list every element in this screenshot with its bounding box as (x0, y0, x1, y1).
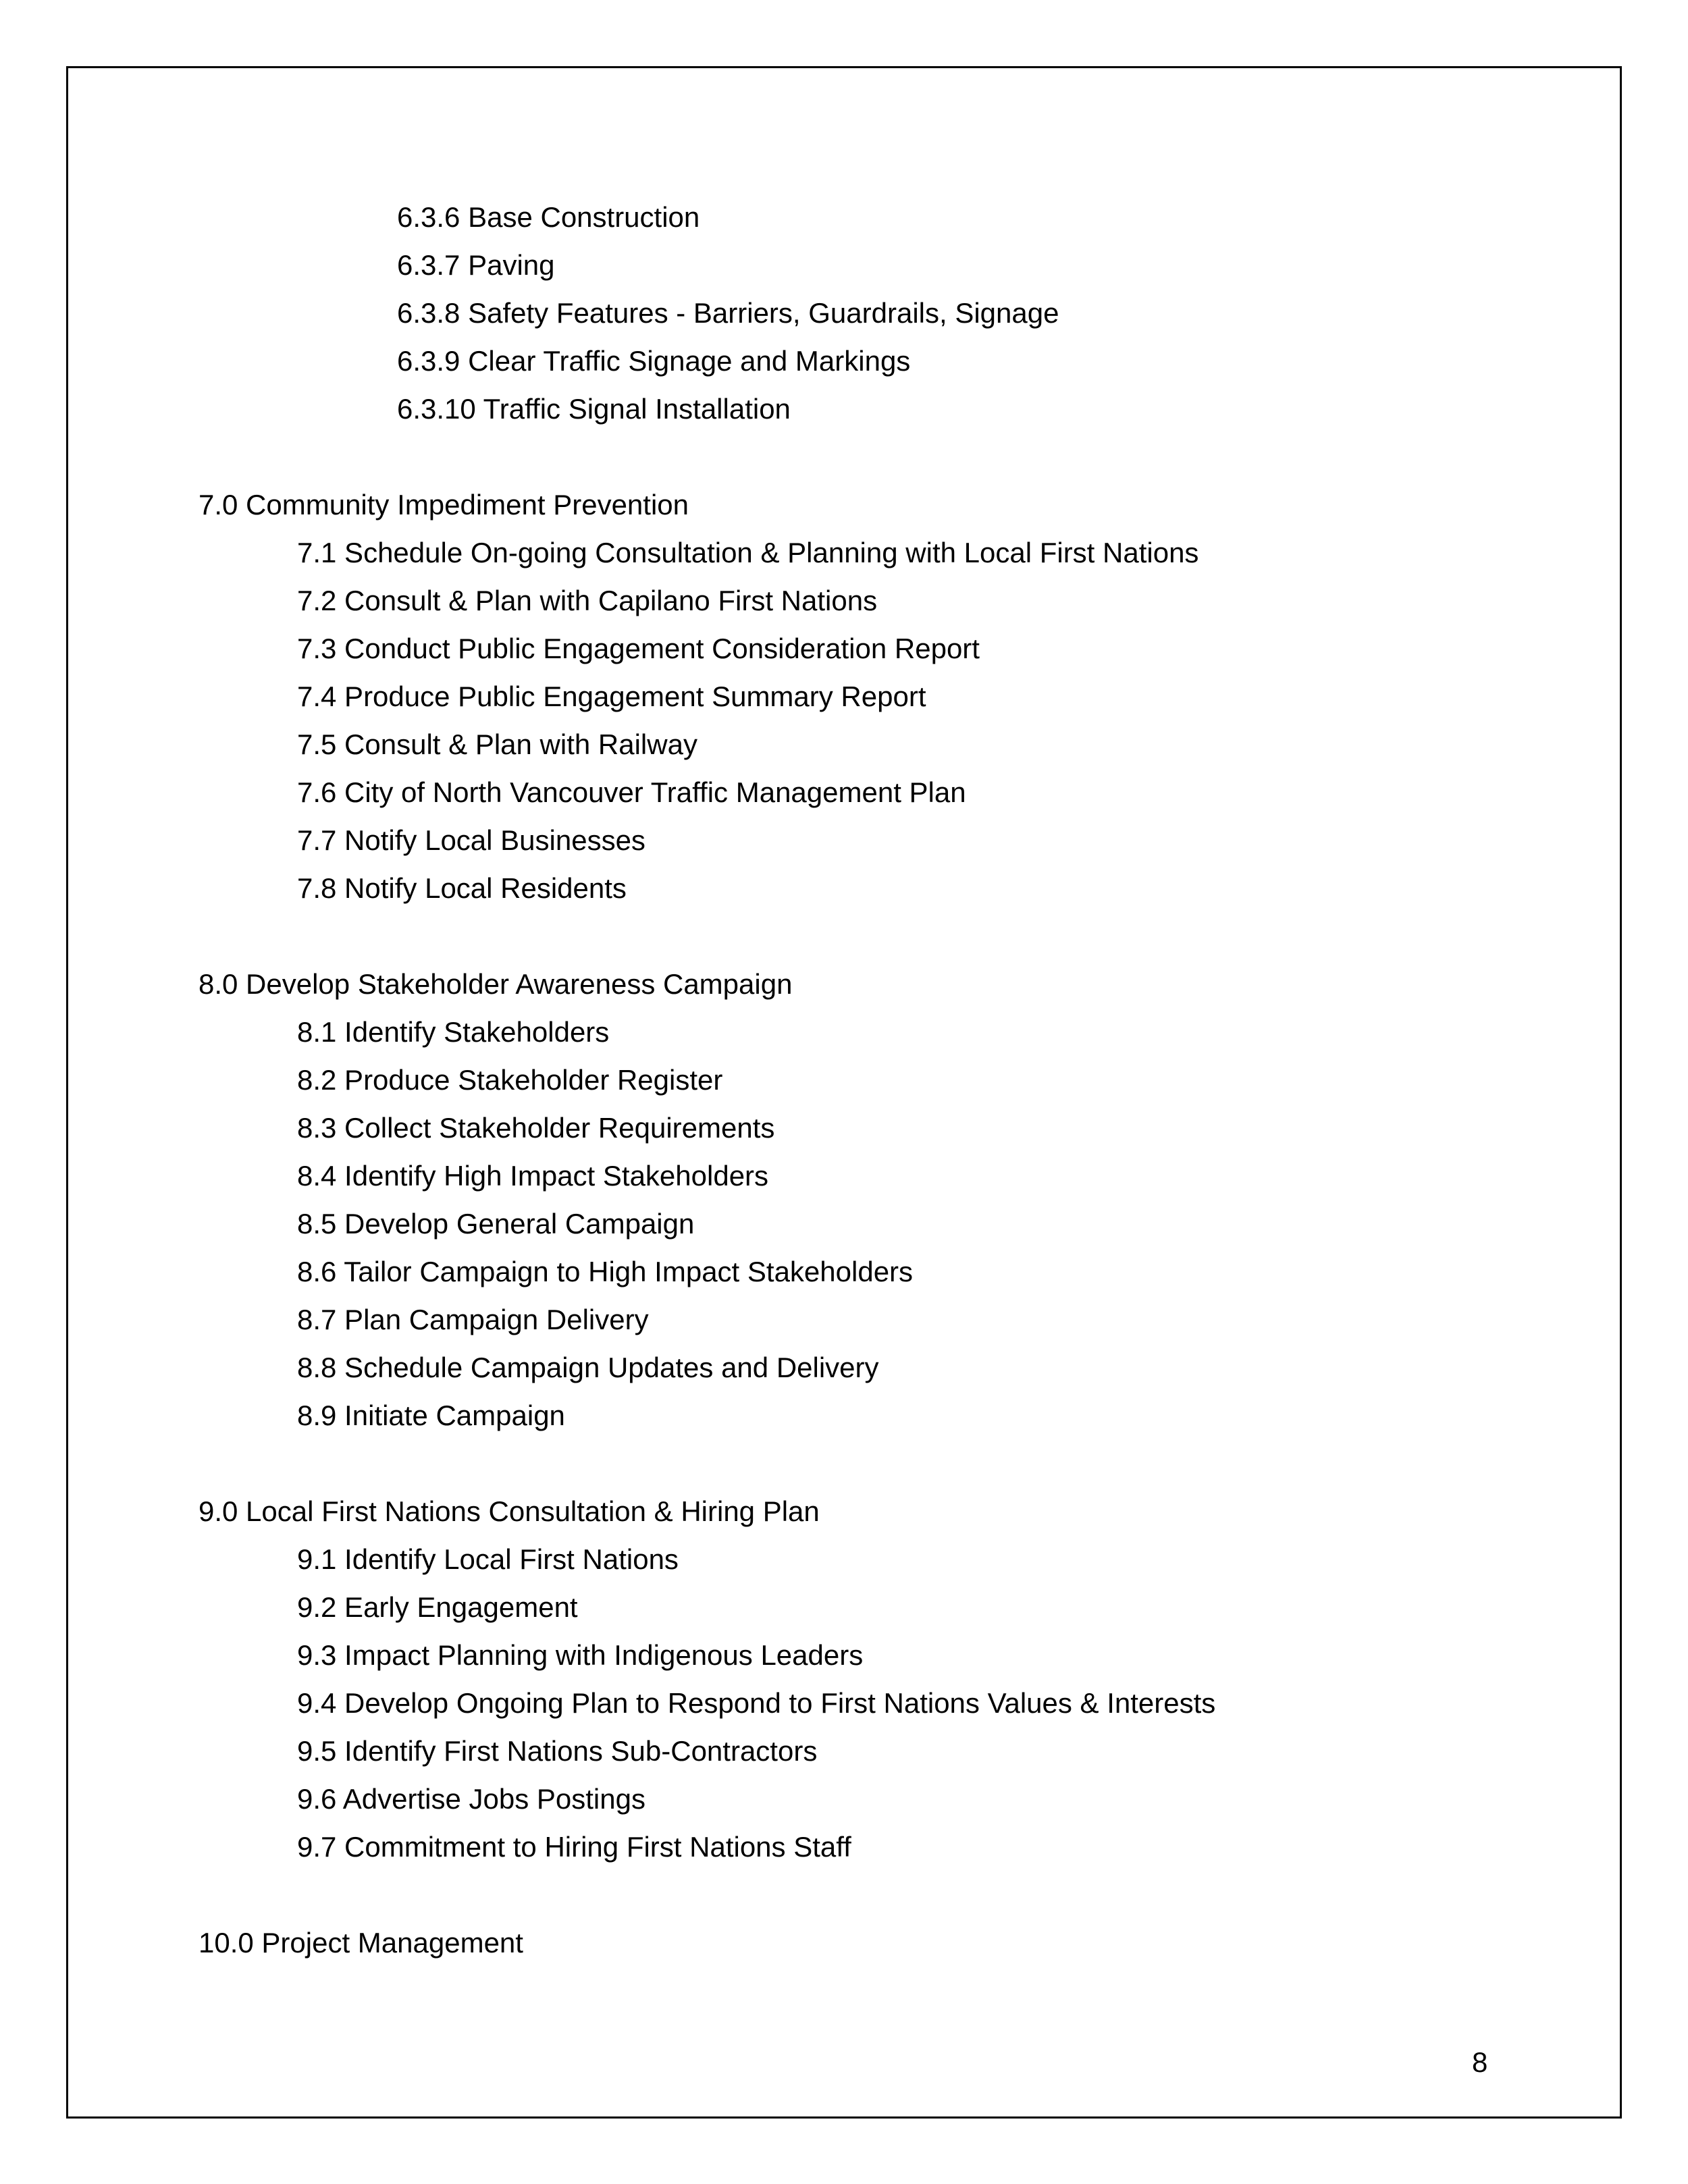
outline-item-8-1: 8.1 Identify Stakeholders (297, 1016, 610, 1048)
outline-item-7-7: 7.7 Notify Local Businesses (297, 824, 645, 856)
outline-item-9-3: 9.3 Impact Planning with Indigenous Leaders (297, 1639, 864, 1671)
page-number: 8 (1472, 2046, 1488, 2078)
outline-item-8-6: 8.6 Tailor Campaign to High Impact Stakeholders (297, 1256, 914, 1287)
outline-heading-10-0: 10.0 Project Management (199, 1927, 523, 1959)
outline-heading-9-0: 9.0 Local First Nations Consultation & Hiring Plan (199, 1495, 820, 1527)
outline-item-8-3: 8.3 Collect Stakeholder Requirements (297, 1112, 775, 1144)
outline-item-7-3: 7.3 Conduct Public Engagement Consideration Report (297, 633, 980, 664)
outline-item-7-6: 7.6 City of North Vancouver Traffic Management Plan (297, 776, 966, 808)
outline-item-7-8: 7.8 Notify Local Residents (297, 872, 627, 904)
outline-item-6-3-7: 6.3.7 Paving (397, 249, 555, 281)
outline-item-7-5: 7.5 Consult & Plan with Railway (297, 728, 697, 760)
outline-item-7-2: 7.2 Consult & Plan with Capilano First Nations (297, 585, 878, 616)
outline-item-6-3-8: 6.3.8 Safety Features - Barriers, Guardrails, Signage (397, 297, 1059, 329)
outline-item-8-9: 8.9 Initiate Campaign (297, 1400, 565, 1431)
outline-item-8-4: 8.4 Identify High Impact Stakeholders (297, 1160, 769, 1192)
outline-heading-7-0: 7.0 Community Impediment Prevention (199, 489, 689, 521)
outline-item-6-3-9: 6.3.9 Clear Traffic Signage and Markings (397, 345, 911, 377)
outline-item-9-1: 9.1 Identify Local First Nations (297, 1543, 679, 1575)
outline-item-9-2: 9.2 Early Engagement (297, 1591, 578, 1623)
outline-item-8-2: 8.2 Produce Stakeholder Register (297, 1064, 723, 1096)
outline-item-8-8: 8.8 Schedule Campaign Updates and Delivery (297, 1352, 879, 1383)
outline-item-6-3-6: 6.3.6 Base Construction (397, 201, 700, 233)
outline-item-9-4: 9.4 Develop Ongoing Plan to Respond to First Nations Values & Interests (297, 1687, 1216, 1719)
outline-item-9-5: 9.5 Identify First Nations Sub-Contractors (297, 1735, 818, 1767)
outline-item-8-5: 8.5 Develop General Campaign (297, 1208, 695, 1240)
outline-heading-8-0: 8.0 Develop Stakeholder Awareness Campaign (199, 968, 793, 1000)
outline-item-7-1: 7.1 Schedule On-going Consultation & Planning with Local First Nations (297, 537, 1199, 568)
outline-item-9-7: 9.7 Commitment to Hiring First Nations Staff (297, 1831, 851, 1863)
outline-item-9-6: 9.6 Advertise Jobs Postings (297, 1783, 645, 1815)
outline-item-7-4: 7.4 Produce Public Engagement Summary Report (297, 681, 926, 712)
outline-item-8-7: 8.7 Plan Campaign Delivery (297, 1304, 649, 1335)
outline-item-6-3-10: 6.3.10 Traffic Signal Installation (397, 393, 791, 425)
